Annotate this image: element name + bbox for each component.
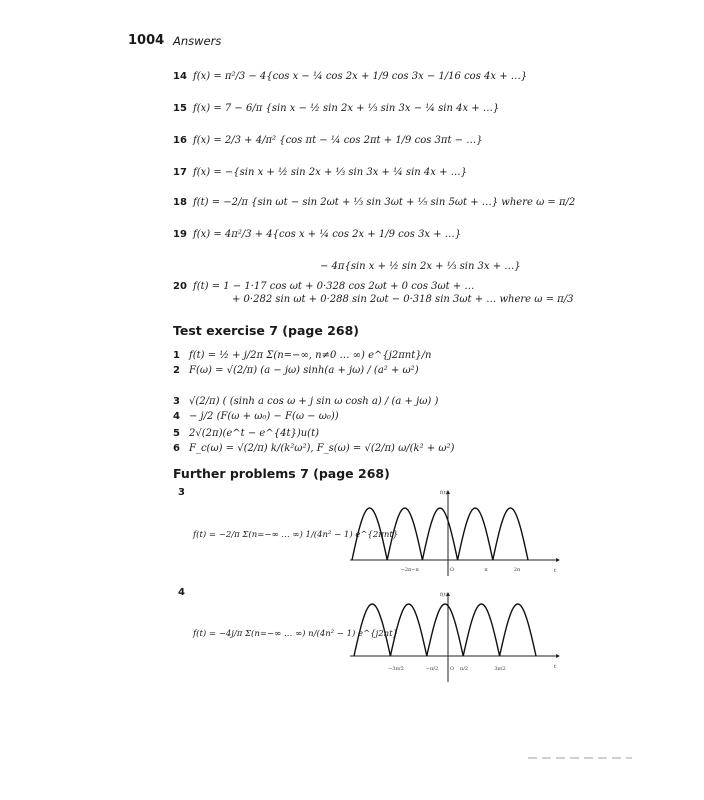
page-number: 1004 [128, 33, 165, 48]
answer-formula: F(ω) = √(2/π) (a − jω) sinh(a + jω) / (a² + ω²) [189, 365, 419, 376]
answer-number: 20 [173, 281, 187, 292]
test-exercise-heading: Test exercise 7 (page 268) [173, 323, 359, 338]
answer-number: 2 [173, 365, 180, 376]
answer-formula-continuation: + 0·282 sin ωt + 0·288 sin 2ωt − 0·318 sin 3ωt + … where ω = π/3 [232, 294, 574, 305]
tick-label: 3π/2 [494, 666, 506, 672]
tick-label: O [449, 666, 455, 672]
answer-formula: F_c(ω) = √(2/π) k/(k²ω²), F_s(ω) = √(2/π) ω/(k² + ω²) [189, 443, 455, 454]
answer-number: 18 [173, 197, 187, 208]
problem-formula: f(t) = −2/π Σ(n=−∞ … ∞) 1/(4n² − 1) e^{2πnt} [193, 530, 399, 540]
tick-label: π [484, 567, 488, 573]
answer-formula: f(x) = π²/3 − 4{cos x − ¼ cos 2x + 1/9 cos 3x − 1/16 cos 4x + …} [193, 71, 528, 82]
answer-formula: f(x) = 4π²/3 + 4{cos x + ¼ cos 2x + 1/9 cos 3x + …} [193, 229, 462, 240]
tick-label: 2π [513, 567, 521, 573]
answer-number: 15 [173, 103, 187, 114]
answer-number: 16 [173, 135, 187, 146]
answer-number: 14 [173, 71, 187, 82]
answer-number: 6 [173, 443, 180, 454]
answer-formula: f(t) = ½ + j/2π Σ(n=−∞, n≠0 … ∞) e^{j2πnt}/n [189, 350, 432, 361]
t-axis-label: t [554, 568, 557, 574]
answer-formula: 2√(2π)(e^t − e^{4t})u(t) [189, 428, 319, 439]
answer-formula: f(x) = 7 − 6/π {sin x − ½ sin 2x + ⅓ sin 3x − ¼ sin 4x + …} [193, 103, 500, 114]
page-footer-rule [528, 757, 632, 759]
tick-label: π/2 [459, 666, 469, 672]
tick-label: −π [411, 567, 419, 573]
answer-number: 4 [173, 411, 180, 422]
answer-formula-continuation: − 4π{sin x + ½ sin 2x + ⅓ sin 3x + …} [320, 261, 521, 272]
running-title: Answers [173, 34, 222, 48]
plot-problem-4 [346, 586, 560, 686]
rectified-sine-curve [354, 604, 536, 656]
problem-formula: f(t) = −4j/π Σ(n=−∞ … ∞) n/(4n² − 1) e^{j2nt} [193, 629, 398, 639]
answer-number: 5 [173, 428, 180, 439]
answer-formula: f(x) = −{sin x + ½ sin 2x + ⅓ sin 3x + ¼ sin 4x + …} [193, 167, 467, 178]
t-axis-label: t [554, 664, 557, 670]
answer-number: 3 [173, 396, 180, 407]
t-axis-arrow-icon [556, 558, 560, 562]
t-axis-arrow-icon [556, 654, 560, 658]
answer-formula: f(t) = 1 − 1·17 cos ωt + 0·328 cos 2ωt + 0 cos 3ωt + … [193, 281, 475, 292]
answer-number: 17 [173, 167, 187, 178]
answer-formula: − j/2 (F(ω + ω₀) − F(ω − ω₀)) [189, 411, 339, 422]
tick-label: −π/2 [425, 666, 439, 672]
plot-problem-3 [346, 484, 560, 580]
tick-label: O [449, 567, 455, 573]
f-axis-label: f(t) [440, 592, 448, 598]
problem-number: 4 [178, 587, 185, 598]
tick-label: −2π [400, 567, 412, 573]
answer-number: 19 [173, 229, 187, 240]
answer-number: 1 [173, 350, 180, 361]
rectified-sine-curve [352, 508, 528, 560]
problem-number: 3 [178, 487, 185, 498]
tick-label: −3π/2 [388, 666, 404, 672]
f-axis-label: f(t) [440, 490, 448, 496]
answer-formula: √(2/π) ( (sinh a cos ω + j sin ω cosh a) / (a + jω) ) [189, 396, 439, 407]
answer-formula: f(t) = −2/π {sin ωt − sin 2ωt + ⅓ sin 3ωt + ⅕ sin 5ωt + …} where ω = π/2 [193, 197, 576, 208]
answer-formula: f(x) = 2/3 + 4/π² {cos πt − ¼ cos 2πt + 1/9 cos 3πt − …} [193, 135, 483, 146]
further-problems-heading: Further problems 7 (page 268) [173, 466, 390, 481]
